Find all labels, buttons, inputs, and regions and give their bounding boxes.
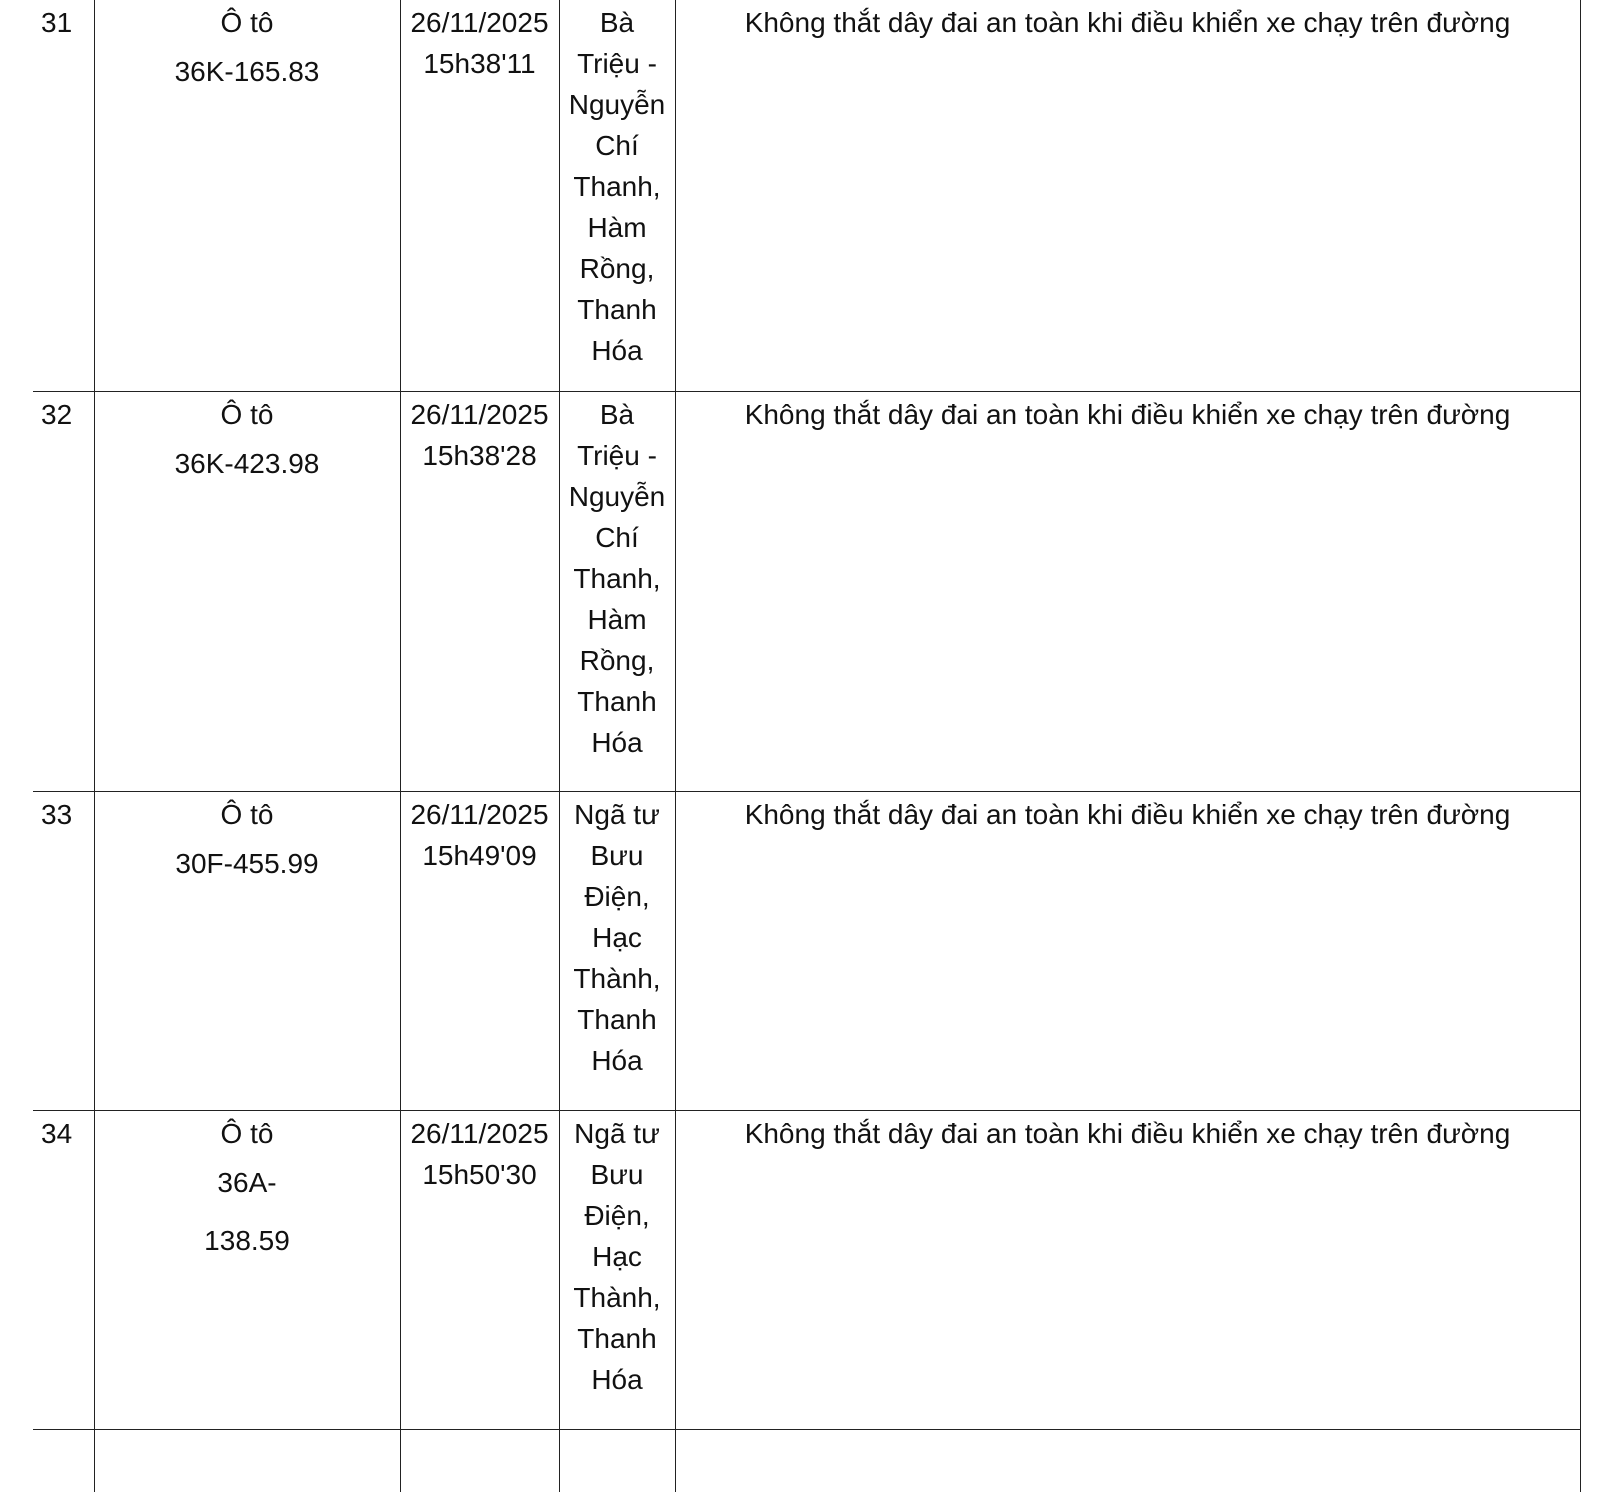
location-line: Chí xyxy=(564,125,671,166)
location-line: Nguyễn xyxy=(564,476,671,517)
vehicle-cell xyxy=(94,792,400,1111)
location-line: Hóa xyxy=(564,330,671,371)
plate-number: 30F-455.99 xyxy=(103,835,392,893)
violation-date: 26/11/2025 xyxy=(403,394,557,435)
vehicle-cell xyxy=(94,392,400,792)
datetime-cell xyxy=(400,392,559,792)
location-cell xyxy=(559,0,675,392)
violation-description-cell xyxy=(675,1430,1580,1492)
location-line: Hạc xyxy=(564,917,671,958)
row-number-cell xyxy=(33,1430,94,1492)
vehicle-type: Ô tô xyxy=(103,2,392,43)
violation-description: Không thắt dây đai an toàn khi điều khiển xe chạy trên đường xyxy=(675,0,1580,392)
datetime-cell xyxy=(400,0,559,392)
location-cell xyxy=(559,392,675,792)
row-number: 33 xyxy=(33,792,94,1111)
violations-table xyxy=(33,0,1580,1492)
location-line: Hóa xyxy=(564,1359,671,1400)
location-line: Hàm xyxy=(564,207,671,248)
table-row xyxy=(33,392,1580,792)
location-line: Thanh xyxy=(564,681,671,722)
location-line: Điện, xyxy=(564,1195,671,1236)
row-number: 32 xyxy=(33,392,94,792)
location-line: Rồng, xyxy=(564,640,671,681)
violations-grid xyxy=(33,0,1581,1492)
location-line: Thanh, xyxy=(564,166,671,207)
vehicle-cell xyxy=(94,1111,400,1430)
plate-number: 36K-423.98 xyxy=(103,435,392,493)
table-row xyxy=(33,792,1580,1111)
location-line: Rồng, xyxy=(564,248,671,289)
location-line: Thanh xyxy=(564,999,671,1040)
vehicle-type: Ô tô xyxy=(103,1113,392,1154)
location-line: Nguyễn xyxy=(564,84,671,125)
plate-number-line: 138.59 xyxy=(103,1212,392,1270)
table-row-partial xyxy=(33,1430,1580,1492)
violation-description: Không thắt dây đai an toàn khi điều khiển xe chạy trên đường xyxy=(675,392,1580,792)
violation-time: 15h49'09 xyxy=(403,835,557,876)
location-line: Thành, xyxy=(564,958,671,999)
violation-time: 15h38'11 xyxy=(403,43,557,84)
location-line: Ngã tư xyxy=(564,1113,671,1154)
datetime-cell xyxy=(400,1111,559,1430)
plate-number-line: 36A- xyxy=(103,1154,392,1212)
violation-time: 15h38'28 xyxy=(403,435,557,476)
location-line: Thanh, xyxy=(564,558,671,599)
table-row xyxy=(33,0,1580,392)
location-line: Bưu xyxy=(564,835,671,876)
location-line: Hàm xyxy=(564,599,671,640)
location-line: Bưu xyxy=(564,1154,671,1195)
location-line: Bà xyxy=(564,2,671,43)
location-line: Hạc xyxy=(564,1236,671,1277)
location-line: Chí xyxy=(564,517,671,558)
violation-date: 26/11/2025 xyxy=(403,1113,557,1154)
location-cell xyxy=(559,792,675,1111)
violation-description: Không thắt dây đai an toàn khi điều khiển xe chạy trên đường xyxy=(675,1111,1580,1430)
location-line: Hóa xyxy=(564,722,671,763)
vehicle-type: Ô tô xyxy=(103,394,392,435)
row-number: 34 xyxy=(33,1111,94,1430)
location-line: Thành, xyxy=(564,1277,671,1318)
location-cell xyxy=(559,1430,675,1492)
location-line: Bà xyxy=(564,394,671,435)
vehicle-cell xyxy=(94,0,400,392)
violation-date: 26/11/2025 xyxy=(403,794,557,835)
location-line: Triệu - xyxy=(564,435,671,476)
violation-description: Không thắt dây đai an toàn khi điều khiển xe chạy trên đường xyxy=(675,792,1580,1111)
violation-time: 15h50'30 xyxy=(403,1154,557,1195)
location-line: Thanh xyxy=(564,1318,671,1359)
location-line: Thanh xyxy=(564,289,671,330)
location-line: Hóa xyxy=(564,1040,671,1081)
violation-date: 26/11/2025 xyxy=(403,2,557,43)
datetime-cell xyxy=(400,1430,559,1492)
vehicle-type: Ô tô xyxy=(103,794,392,835)
plate-number: 36K-165.83 xyxy=(103,43,392,101)
row-number: 31 xyxy=(33,0,94,392)
location-line: Triệu - xyxy=(564,43,671,84)
location-line: Ngã tư xyxy=(564,794,671,835)
location-line: Điện, xyxy=(564,876,671,917)
datetime-cell xyxy=(400,792,559,1111)
location-cell xyxy=(559,1111,675,1430)
table-row xyxy=(33,1111,1580,1430)
vehicle-cell xyxy=(94,1430,400,1492)
